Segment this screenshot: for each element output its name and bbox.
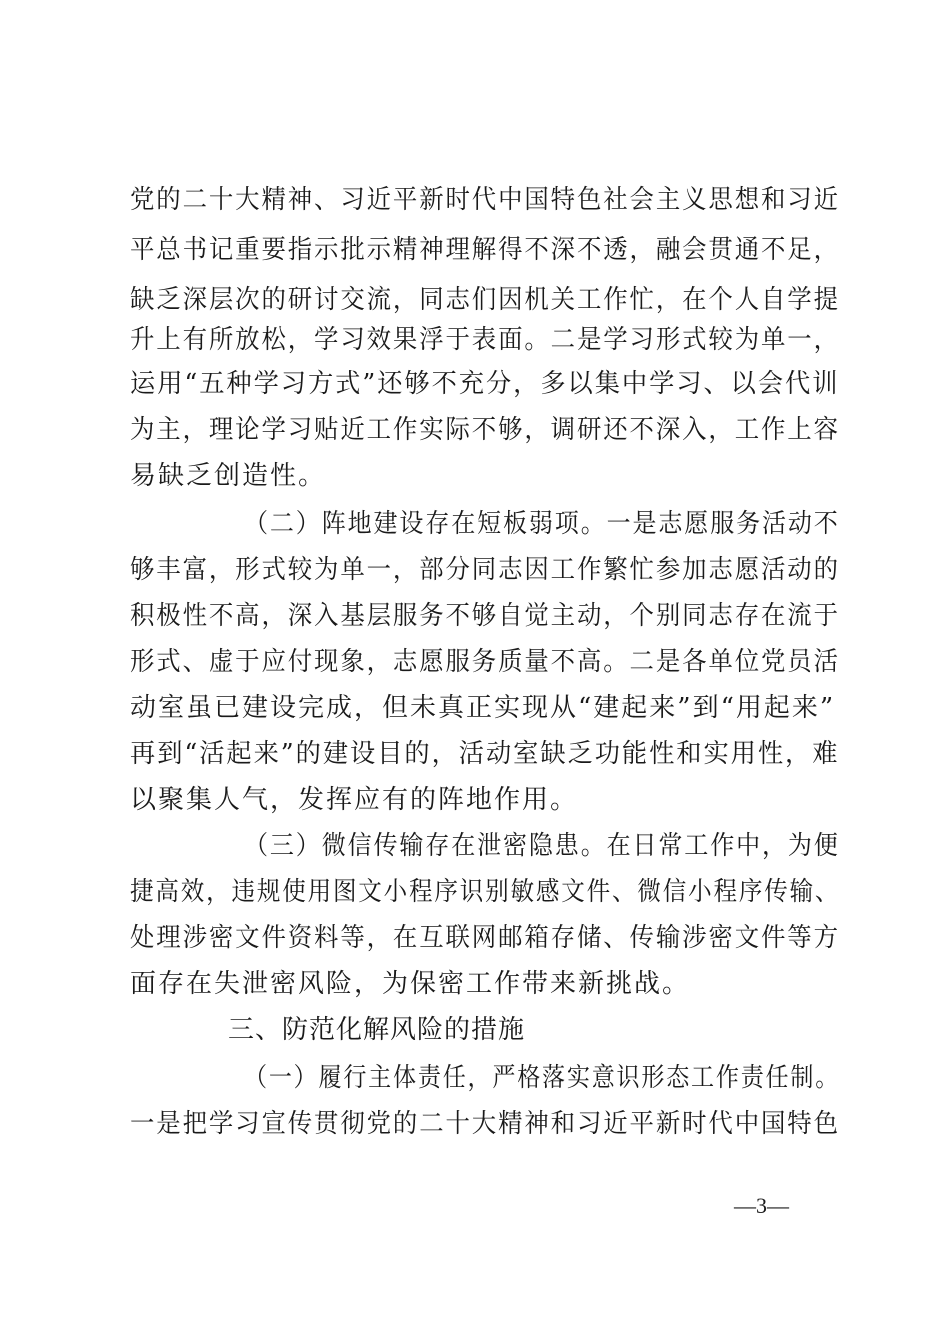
paragraph-line: 党的二十大精神、习近平新时代中国特色社会主义思想和习近 (130, 185, 840, 215)
paragraph-line: 再到“活起来”的建设目的，活动室缺乏功能性和实用性，难 (130, 739, 840, 769)
paragraph-line: 易缺乏创造性。 (130, 461, 327, 491)
paragraph-line-indented: （一）履行主体责任，严格落实意识形态工作责任制。 (244, 1063, 841, 1093)
paragraph-line: 面存在失泄密风险，为保密工作带来新挑战。 (130, 969, 691, 999)
section-heading: 三、防范化解风险的措施 (228, 1015, 526, 1045)
paragraph-line: 以聚集人气，发挥应有的阵地作用。 (130, 785, 579, 815)
paragraph-line: 处理涉密文件资料等，在互联网邮箱存储、传输涉密文件等方 (130, 923, 840, 953)
page-number: —3— (734, 1193, 789, 1218)
paragraph-line: 积极性不高，深入基层服务不够自觉主动，个别同志存在流于 (130, 601, 840, 631)
paragraph-line: 为主，理论学习贴近工作实际不够，调研还不深入，工作上容 (130, 415, 840, 445)
paragraph-line: 捷高效，违规使用图文小程序识别敏感文件、微信小程序传输、 (130, 877, 841, 907)
paragraph-line: 运用“五种学习方式”还够不充分，多以集中学习、以会代训 (130, 369, 840, 399)
paragraph-line: 形式、虚于应付现象，志愿服务质量不高。二是各单位党员活 (130, 647, 840, 677)
paragraph-line: 动室虽已建设完成，但未真正实现从“建起来”到“用起来” (130, 693, 836, 723)
paragraph-line: 够丰富，形式较为单一，部分同志因工作繁忙参加志愿活动的 (130, 555, 840, 585)
paragraph-line: 一是把学习宣传贯彻党的二十大精神和习近平新时代中国特色 (130, 1109, 840, 1139)
paragraph-line: 缺乏深层次的研讨交流，同志们因机关工作忙，在个人自学提 (130, 285, 840, 315)
paragraph-line: 升上有所放松，学习效果浮于表面。二是学习形式较为单一， (130, 325, 840, 355)
paragraph-line-indented: （三）微信传输存在泄密隐患。在日常工作中，为便 (244, 831, 840, 861)
paragraph-line-indented: （二）阵地建设存在短板弱项。一是志愿服务活动不 (244, 509, 840, 539)
paragraph-line: 平总书记重要指示批示精神理解得不深不透，融会贯通不足， (130, 235, 840, 265)
